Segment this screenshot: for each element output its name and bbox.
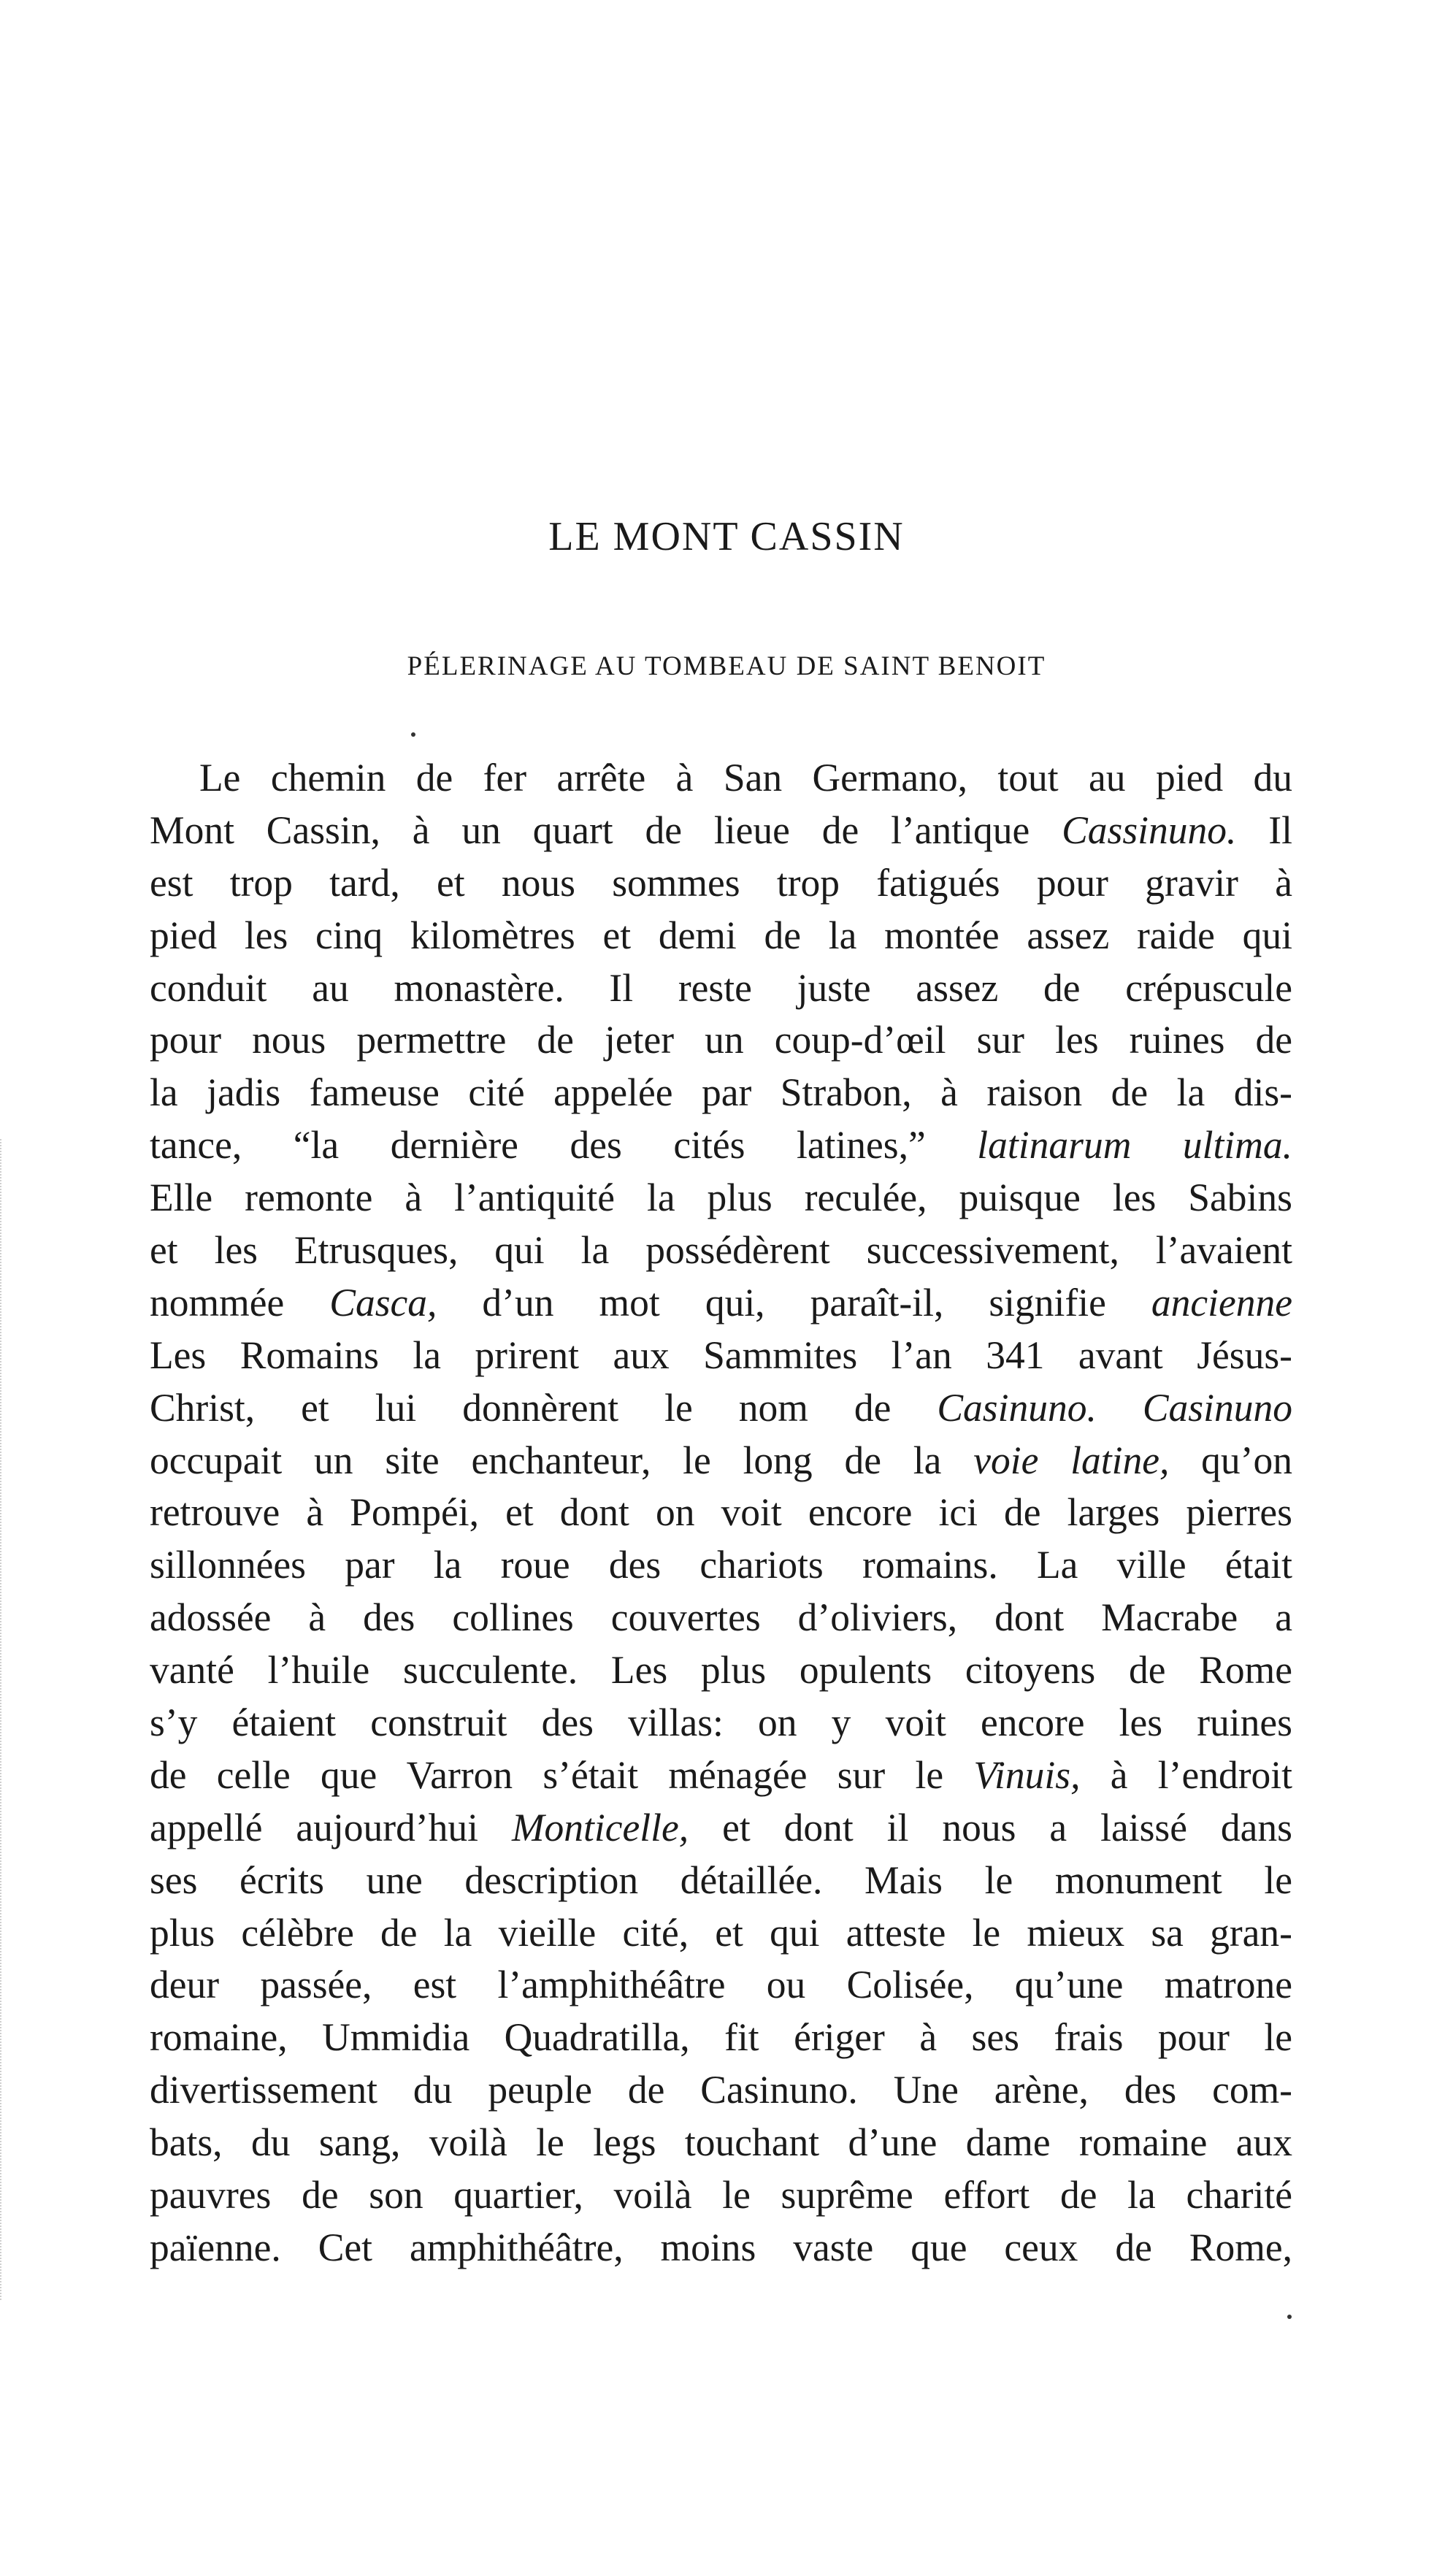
text-run: d’un mot qui, paraît-il, signifie	[437, 1280, 1151, 1325]
italic-run: ancienne	[1151, 1280, 1292, 1325]
text-run: à l’endroit	[1080, 1752, 1292, 1797]
text-run: Il	[1236, 808, 1292, 852]
text-line	[150, 1119, 1292, 1172]
text-run: pied les cinq kilomètres et demi de la montée assez raide qui	[150, 913, 1292, 957]
body-paragraph	[150, 752, 1292, 2274]
text-line	[150, 1014, 1292, 1067]
scan-edge	[0, 1139, 4, 2300]
text-run: adossée à des collines couvertes d’oliviers, dont Macrabe a	[150, 1595, 1292, 1640]
text-run: ses écrits une description détaillée. Mais le monument le	[150, 1858, 1292, 1902]
text-run: vanté l’huile succulente. Les plus opulents citoyens de Rome	[150, 1648, 1292, 1693]
text-run: deur passée, est l’amphithéâtre ou Colisée, qu’une matrone	[150, 1963, 1292, 2007]
text-line	[150, 805, 1292, 857]
text-run: pauvres de son quartier, voilà le suprême effort de la charité	[150, 2173, 1292, 2217]
text-line	[150, 962, 1292, 1015]
text-line	[150, 752, 1292, 805]
text-run: Christ, et lui donnèrent le nom de	[150, 1385, 938, 1430]
text-run: occupait un site enchanteur, le long de la	[150, 1438, 974, 1482]
text-run: est trop tard, et nous sommes trop fatigués pour gravir à	[150, 860, 1292, 905]
text-line	[150, 1907, 1292, 1960]
text-line	[150, 1330, 1292, 1382]
text-run: conduit au monastère. Il reste juste assez de crépuscule	[150, 965, 1292, 1010]
text-line	[150, 1749, 1292, 1802]
text-run: romaine, Ummidia Quadratilla, fit ériger à ses frais pour le	[150, 2015, 1292, 2060]
text-run: sillonnées par la roue des chariots romains. La ville était	[150, 1543, 1292, 1587]
text-line	[150, 1855, 1292, 1907]
text-line	[150, 2012, 1292, 2064]
text-line	[150, 1224, 1292, 1277]
text-line	[150, 1959, 1292, 2012]
text-line	[150, 1539, 1292, 1592]
text-line	[150, 1697, 1292, 1749]
italic-run: Casca,	[329, 1280, 437, 1325]
text-line	[150, 1435, 1292, 1487]
print-speck	[411, 732, 415, 737]
text-line	[150, 2117, 1292, 2169]
text-run: Le chemin de fer arrête à San Germano, tout au pied du	[199, 756, 1292, 800]
text-run: Les Romains la prirent aux Sammites l’an 341 avant Jésus-	[150, 1333, 1292, 1377]
text-run: et les Etrusques, qui la possédèrent successivement, l’avaient	[150, 1228, 1292, 1273]
italic-run: Cassinuno.	[1062, 808, 1237, 852]
text-run: la jadis fameuse cité appelée par Strabon, à raison de la dis-	[150, 1070, 1292, 1115]
text-run: appellé aujourd’hui	[150, 1805, 512, 1849]
italic-run: Casinuno.	[937, 1385, 1097, 1430]
text-line	[150, 2064, 1292, 2117]
text-run: païenne. Cet amphithéâtre, moins vaste que ceux de Rome,	[150, 2225, 1292, 2269]
text-run: bats, du sang, voilà le legs touchant d’une dame romaine aux	[150, 2120, 1292, 2165]
chapter-subtitle: PÉLERINAGE AU TOMBEAU DE SAINT BENOIT	[407, 651, 1046, 681]
text-line	[150, 1802, 1292, 1855]
print-speck	[1287, 2315, 1292, 2319]
text-run: tance, “la dernière des cités latines,”	[150, 1123, 978, 1168]
text-line	[150, 2169, 1292, 2222]
text-line	[150, 2222, 1292, 2274]
chapter-title: LE MONT CASSIN	[548, 514, 905, 559]
text-run	[1097, 1386, 1143, 1430]
text-run: pour nous permettre de jeter un coup-d’œil sur les ruines de	[150, 1018, 1292, 1062]
text-line	[150, 1644, 1292, 1697]
text-run: Mont Cassin, à un quart de lieue de l’antique	[150, 808, 1062, 852]
text-run: qu’on	[1169, 1438, 1292, 1482]
italic-run: Vinuis,	[973, 1752, 1081, 1797]
italic-run: voie latine,	[973, 1438, 1170, 1482]
text-line	[150, 857, 1292, 910]
text-run: nommée	[150, 1280, 330, 1325]
text-run: retrouve à Pompéi, et dont on voit encore ici de larges pierres	[150, 1490, 1292, 1535]
text-line	[150, 1487, 1292, 1539]
text-run: Elle remonte à l’antiquité la plus reculée, puisque les Sabins	[150, 1176, 1292, 1220]
text-run: et dont il nous a laissé dans	[689, 1805, 1292, 1849]
text-line	[150, 1592, 1292, 1644]
italic-run: Monticelle,	[511, 1805, 689, 1849]
text-run: divertissement du peuple de Casinuno. Une arène, des com-	[150, 2068, 1292, 2112]
text-run: s’y étaient construit des villas: on y voit encore les ruines	[150, 1701, 1292, 1745]
text-run: plus célèbre de la vieille cité, et qui atteste le mieux sa gran-	[150, 1910, 1292, 1955]
italic-run: latinarum ultima.	[977, 1123, 1292, 1168]
italic-run: Casinuno	[1142, 1385, 1292, 1430]
text-line	[150, 1067, 1292, 1119]
text-line	[150, 910, 1292, 962]
text-run: de celle que Varron s’était ménagée sur le	[150, 1752, 974, 1797]
text-line	[150, 1277, 1292, 1330]
text-line	[150, 1172, 1292, 1224]
text-line	[150, 1382, 1292, 1435]
